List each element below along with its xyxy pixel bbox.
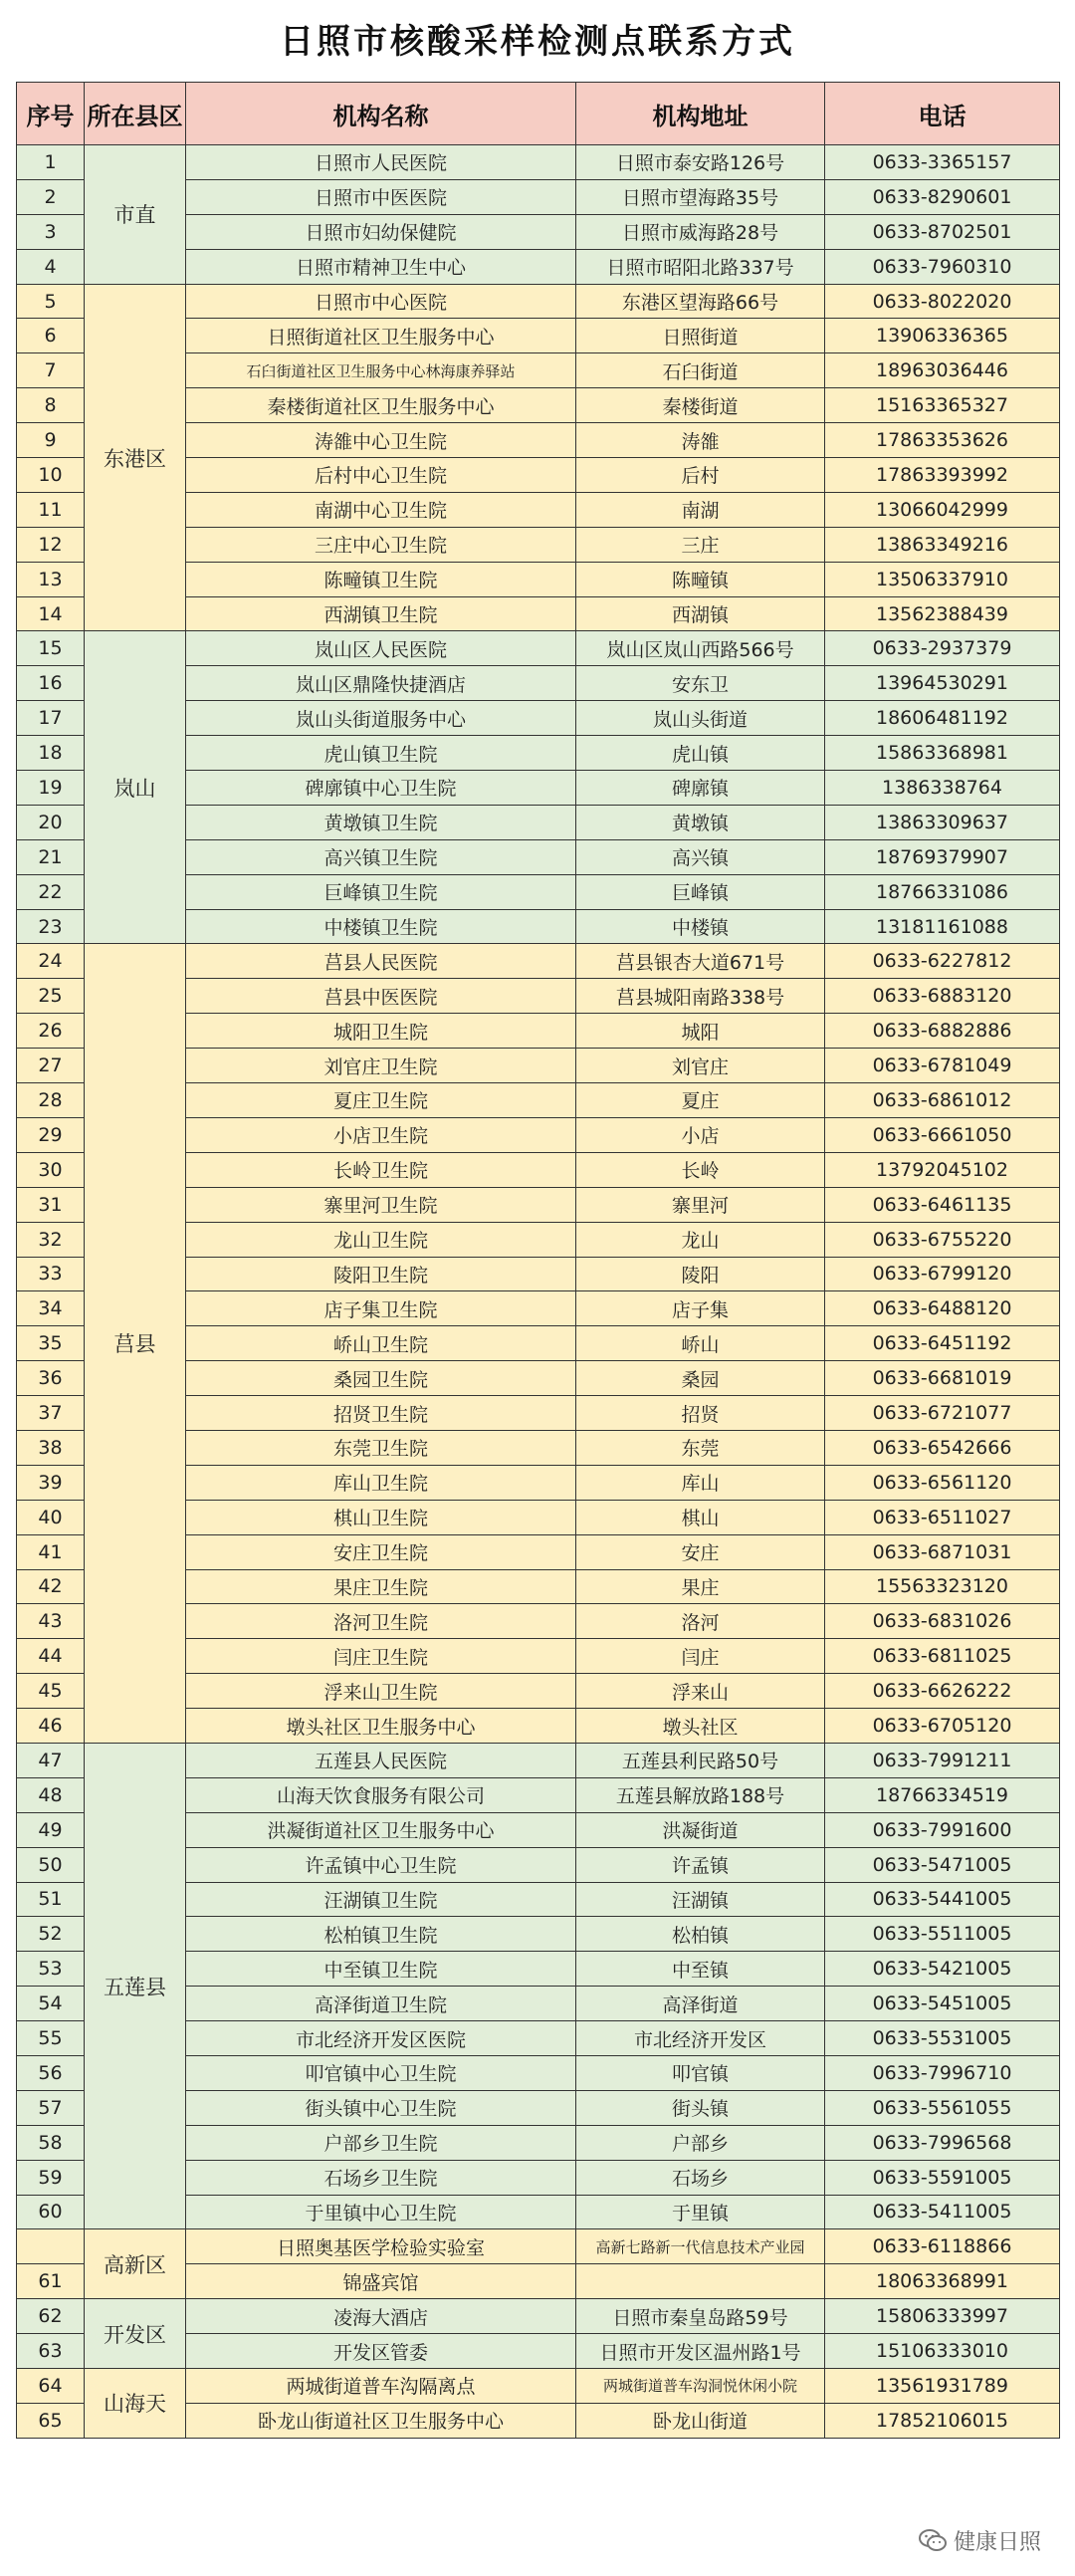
cell-org-name: 三庄中心卫生院 <box>186 527 576 562</box>
cell-phone: 18766334519 <box>825 1777 1060 1812</box>
cell-phone: 0633-8702501 <box>825 214 1060 249</box>
cell-address: 洛河 <box>576 1604 825 1639</box>
cell-phone: 13561931789 <box>825 2369 1060 2404</box>
cell-org-name: 南湖中心卫生院 <box>186 492 576 527</box>
cell-address: 街头镇 <box>576 2090 825 2125</box>
cell-address: 三庄 <box>576 527 825 562</box>
cell-phone: 0633-6461135 <box>825 1187 1060 1222</box>
cell-phone: 13906336365 <box>825 319 1060 353</box>
cell-index: 49 <box>17 1812 85 1847</box>
cell-index: 26 <box>17 1014 85 1049</box>
cell-org-name: 长岭卫生院 <box>186 1152 576 1187</box>
page-title: 日照市核酸采样检测点联系方式 <box>280 22 795 62</box>
cell-index: 2 <box>17 179 85 214</box>
cell-phone: 0633-8290601 <box>825 179 1060 214</box>
cell-org-name: 于里镇中心卫生院 <box>186 2195 576 2229</box>
cell-address: 虎山镇 <box>576 736 825 771</box>
cell-address: 岚山头街道 <box>576 701 825 736</box>
cell-index: 16 <box>17 666 85 701</box>
cell-index: 46 <box>17 1709 85 1744</box>
cell-org-name: 日照市精神卫生中心 <box>186 249 576 284</box>
cell-org-name: 许孟镇中心卫生院 <box>186 1847 576 1882</box>
cell-index: 33 <box>17 1257 85 1291</box>
cell-org-name: 洛河卫生院 <box>186 1604 576 1639</box>
cell-org-name: 碑廓镇中心卫生院 <box>186 771 576 806</box>
cell-index: 9 <box>17 423 85 458</box>
cell-phone: 0633-6705120 <box>825 1709 1060 1744</box>
cell-org-name: 汪湖镇卫生院 <box>186 1882 576 1917</box>
table-row <box>17 2229 1060 2264</box>
cell-phone: 0633-7960310 <box>825 249 1060 284</box>
cell-phone: 1386338764 <box>825 771 1060 806</box>
cell-index: 34 <box>17 1291 85 1326</box>
cell-org-name: 日照市妇幼保健院 <box>186 214 576 249</box>
cell-org-name: 涛雒中心卫生院 <box>186 423 576 458</box>
cell-index: 55 <box>17 2021 85 2056</box>
cell-index: 5 <box>17 284 85 319</box>
cell-phone: 0633-5511005 <box>825 1917 1060 1952</box>
cell-org-name: 桑园卫生院 <box>186 1361 576 1396</box>
cell-phone: 18606481192 <box>825 701 1060 736</box>
cell-index: 53 <box>17 1952 85 1987</box>
cell-address: 安东卫 <box>576 666 825 701</box>
cell-phone: 0633-6755220 <box>825 1222 1060 1257</box>
cell-org-name: 五莲县人民医院 <box>186 1743 576 1777</box>
cell-org-name: 卧龙山街道社区卫生服务中心 <box>186 2403 576 2438</box>
cell-org-name: 招贤卫生院 <box>186 1396 576 1431</box>
cell-phone: 13181161088 <box>825 909 1060 944</box>
header-address: 机构地址 <box>576 83 825 145</box>
cell-org-name: 陵阳卫生院 <box>186 1257 576 1291</box>
cell-address: 涛雒 <box>576 423 825 458</box>
cell-phone: 0633-6861012 <box>825 1083 1060 1118</box>
cell-phone: 0633-6831026 <box>825 1604 1060 1639</box>
cell-index: 61 <box>17 2264 85 2299</box>
cell-org-name: 户部乡卫生院 <box>186 2125 576 2160</box>
cell-address: 中至镇 <box>576 1952 825 1987</box>
cell-address: 松柏镇 <box>576 1917 825 1952</box>
cell-address: 高泽街道 <box>576 1987 825 2021</box>
cell-org-name: 两城街道普车沟隔离点 <box>186 2369 576 2404</box>
cell-address: 石臼街道 <box>576 353 825 388</box>
cell-address: 东港区望海路66号 <box>576 284 825 319</box>
cell-phone: 0633-6811025 <box>825 1639 1060 1674</box>
cell-address: 浮来山 <box>576 1674 825 1709</box>
table-body <box>17 145 1060 2439</box>
cell-address: 莒县银杏大道671号 <box>576 944 825 979</box>
cell-phone: 15863368981 <box>825 736 1060 771</box>
cell-org-name: 小店卫生院 <box>186 1117 576 1152</box>
cell-org-name: 秦楼街道社区卫生服务中心 <box>186 388 576 423</box>
cell-index: 7 <box>17 353 85 388</box>
watermark <box>918 2525 1041 2556</box>
cell-phone: 0633-5561055 <box>825 2090 1060 2125</box>
header-index: 序号 <box>17 83 85 145</box>
cell-address: 城阳 <box>576 1014 825 1049</box>
cell-org-name: 中至镇卫生院 <box>186 1952 576 1987</box>
cell-org-name: 日照奥基医学检验实验室 <box>186 2229 576 2264</box>
cell-phone: 0633-7991600 <box>825 1812 1060 1847</box>
cell-address: 小店 <box>576 1117 825 1152</box>
cell-address: 日照市昭阳北路337号 <box>576 249 825 284</box>
cell-index: 15 <box>17 631 85 666</box>
cell-phone: 15563323120 <box>825 1569 1060 1604</box>
cell-org-name: 高兴镇卫生院 <box>186 839 576 874</box>
cell-index: 63 <box>17 2334 85 2369</box>
cell-address: 卧龙山街道 <box>576 2403 825 2438</box>
cell-address: 寨里河 <box>576 1187 825 1222</box>
cell-index: 44 <box>17 1639 85 1674</box>
cell-org-name: 寨里河卫生院 <box>186 1187 576 1222</box>
cell-index: 1 <box>17 145 85 180</box>
cell-index: 38 <box>17 1430 85 1465</box>
cell-district: 五莲县 <box>85 1743 186 2228</box>
cell-org-name: 龙山卫生院 <box>186 1222 576 1257</box>
cell-address: 日照市泰安路126号 <box>576 145 825 180</box>
cell-phone: 0633-8022020 <box>825 284 1060 319</box>
cell-org-name: 石臼街道社区卫生服务中心林海康养驿站 <box>186 353 576 388</box>
cell-phone: 0633-6118866 <box>825 2229 1060 2264</box>
cell-index <box>17 2229 85 2264</box>
cell-phone: 17863353626 <box>825 423 1060 458</box>
cell-address: 五莲县利民路50号 <box>576 1743 825 1777</box>
cell-address: 于里镇 <box>576 2195 825 2229</box>
cell-phone: 0633-6882886 <box>825 1014 1060 1049</box>
cell-address: 夏庄 <box>576 1083 825 1118</box>
cell-index: 29 <box>17 1117 85 1152</box>
cell-address: 日照街道 <box>576 319 825 353</box>
cell-index: 8 <box>17 388 85 423</box>
cell-org-name: 洪凝街道社区卫生服务中心 <box>186 1812 576 1847</box>
cell-index: 58 <box>17 2125 85 2160</box>
cell-phone: 18963036446 <box>825 353 1060 388</box>
cell-index: 11 <box>17 492 85 527</box>
cell-index: 21 <box>17 839 85 874</box>
cell-index: 65 <box>17 2403 85 2438</box>
cell-org-name: 后村中心卫生院 <box>186 458 576 493</box>
cell-phone: 0633-6661050 <box>825 1117 1060 1152</box>
cell-index: 20 <box>17 805 85 839</box>
cell-phone: 13506337910 <box>825 562 1060 596</box>
table-row <box>17 944 1060 979</box>
cell-address: 许孟镇 <box>576 1847 825 1882</box>
cell-org-name: 黄墩镇卫生院 <box>186 805 576 839</box>
cell-org-name: 石场乡卫生院 <box>186 2160 576 2195</box>
cell-index: 54 <box>17 1987 85 2021</box>
cell-address: 果庄 <box>576 1569 825 1604</box>
cell-index: 50 <box>17 1847 85 1882</box>
cell-address: 后村 <box>576 458 825 493</box>
cell-phone: 0633-5411005 <box>825 2195 1060 2229</box>
cell-address: 五莲县解放路188号 <box>576 1777 825 1812</box>
cell-index: 23 <box>17 909 85 944</box>
wechat-icon <box>918 2528 948 2554</box>
header-district: 所在县区 <box>85 83 186 145</box>
cell-phone: 17852106015 <box>825 2403 1060 2438</box>
cell-org-name: 松柏镇卫生院 <box>186 1917 576 1952</box>
cell-district: 岚山 <box>85 631 186 944</box>
cell-phone: 0633-6561120 <box>825 1465 1060 1500</box>
cell-address: 南湖 <box>576 492 825 527</box>
cell-phone: 0633-2937379 <box>825 631 1060 666</box>
cell-phone: 15106333010 <box>825 2334 1060 2369</box>
cell-address: 日照市开发区温州路1号 <box>576 2334 825 2369</box>
cell-phone: 0633-7991211 <box>825 1743 1060 1777</box>
cell-index: 10 <box>17 458 85 493</box>
cell-org-name: 岚山头街道服务中心 <box>186 701 576 736</box>
cell-phone: 0633-6883120 <box>825 979 1060 1014</box>
cell-address: 东莞 <box>576 1430 825 1465</box>
cell-index: 37 <box>17 1396 85 1431</box>
cell-index: 47 <box>17 1743 85 1777</box>
cell-district: 高新区 <box>85 2229 186 2299</box>
table-row <box>17 1743 1060 1777</box>
cell-phone: 0633-3365157 <box>825 145 1060 180</box>
cell-index: 52 <box>17 1917 85 1952</box>
cell-org-name: 巨峰镇卫生院 <box>186 874 576 909</box>
cell-index: 43 <box>17 1604 85 1639</box>
cell-index: 51 <box>17 1882 85 1917</box>
cell-index: 42 <box>17 1569 85 1604</box>
cell-org-name: 莒县人民医院 <box>186 944 576 979</box>
cell-district: 莒县 <box>85 944 186 1743</box>
cell-address: 刘官庄 <box>576 1049 825 1083</box>
contact-table <box>16 82 1060 2439</box>
cell-phone: 0633-6721077 <box>825 1396 1060 1431</box>
cell-org-name: 中楼镇卫生院 <box>186 909 576 944</box>
cell-org-name: 棋山卫生院 <box>186 1500 576 1534</box>
cell-index: 13 <box>17 562 85 596</box>
cell-address: 墩头社区 <box>576 1709 825 1744</box>
cell-district: 开发区 <box>85 2299 186 2369</box>
cell-index: 22 <box>17 874 85 909</box>
cell-index: 48 <box>17 1777 85 1812</box>
cell-org-name: 市北经济开发区医院 <box>186 2021 576 2056</box>
cell-phone: 13863309637 <box>825 805 1060 839</box>
cell-org-name: 高泽街道卫生院 <box>186 1987 576 2021</box>
cell-index: 57 <box>17 2090 85 2125</box>
cell-phone: 18063368991 <box>825 2264 1060 2299</box>
cell-org-name: 墩头社区卫生服务中心 <box>186 1709 576 1744</box>
cell-address: 碑廓镇 <box>576 771 825 806</box>
cell-phone: 0633-5531005 <box>825 2021 1060 2056</box>
cell-address: 黄墩镇 <box>576 805 825 839</box>
cell-phone: 0633-6781049 <box>825 1049 1060 1083</box>
cell-org-name: 山海天饮食服务有限公司 <box>186 1777 576 1812</box>
cell-org-name: 库山卫生院 <box>186 1465 576 1500</box>
cell-org-name: 岚山区鼎隆快捷酒店 <box>186 666 576 701</box>
cell-org-name: 开发区管委 <box>186 2334 576 2369</box>
table-row <box>17 2369 1060 2404</box>
table-row <box>17 2299 1060 2334</box>
cell-org-name: 日照街道社区卫生服务中心 <box>186 319 576 353</box>
cell-address: 洪凝街道 <box>576 1812 825 1847</box>
cell-phone: 15806333997 <box>825 2299 1060 2334</box>
cell-address: 陵阳 <box>576 1257 825 1291</box>
cell-org-name: 虎山镇卫生院 <box>186 736 576 771</box>
cell-district: 东港区 <box>85 284 186 631</box>
cell-phone: 0633-6542666 <box>825 1430 1060 1465</box>
cell-address: 岚山区岚山西路566号 <box>576 631 825 666</box>
cell-org-name: 刘官庄卫生院 <box>186 1049 576 1083</box>
cell-address: 安庄 <box>576 1534 825 1569</box>
cell-address: 户部乡 <box>576 2125 825 2160</box>
cell-index: 35 <box>17 1326 85 1361</box>
cell-index: 32 <box>17 1222 85 1257</box>
cell-phone: 13066042999 <box>825 492 1060 527</box>
cell-address: 中楼镇 <box>576 909 825 944</box>
cell-phone: 0633-7996710 <box>825 2055 1060 2090</box>
cell-phone: 0633-6871031 <box>825 1534 1060 1569</box>
cell-phone: 0633-5421005 <box>825 1952 1060 1987</box>
table-row <box>17 145 1060 180</box>
cell-phone: 18766331086 <box>825 874 1060 909</box>
cell-org-name: 叩官镇中心卫生院 <box>186 2055 576 2090</box>
cell-phone: 0633-5591005 <box>825 2160 1060 2195</box>
cell-index: 19 <box>17 771 85 806</box>
cell-index: 40 <box>17 1500 85 1534</box>
cell-phone: 0633-5451005 <box>825 1987 1060 2021</box>
cell-phone: 0633-7996568 <box>825 2125 1060 2160</box>
cell-org-name: 城阳卫生院 <box>186 1014 576 1049</box>
header-phone: 电话 <box>825 83 1060 145</box>
cell-index: 45 <box>17 1674 85 1709</box>
cell-district: 市直 <box>85 145 186 285</box>
cell-index: 31 <box>17 1187 85 1222</box>
cell-phone: 15163365327 <box>825 388 1060 423</box>
table-row <box>17 284 1060 319</box>
cell-address: 叩官镇 <box>576 2055 825 2090</box>
cell-index: 6 <box>17 319 85 353</box>
cell-org-name: 岚山区人民医院 <box>186 631 576 666</box>
cell-address: 店子集 <box>576 1291 825 1326</box>
cell-phone: 17863393992 <box>825 458 1060 493</box>
cell-index: 62 <box>17 2299 85 2334</box>
cell-index: 27 <box>17 1049 85 1083</box>
cell-phone: 0633-6681019 <box>825 1361 1060 1396</box>
cell-phone: 13792045102 <box>825 1152 1060 1187</box>
cell-address: 日照市威海路28号 <box>576 214 825 249</box>
cell-index: 4 <box>17 249 85 284</box>
cell-phone: 0633-6227812 <box>825 944 1060 979</box>
header-org-name: 机构名称 <box>186 83 576 145</box>
cell-index: 56 <box>17 2055 85 2090</box>
cell-org-name: 店子集卫生院 <box>186 1291 576 1326</box>
cell-phone: 13964530291 <box>825 666 1060 701</box>
cell-index: 17 <box>17 701 85 736</box>
table-row <box>17 631 1060 666</box>
cell-org-name: 日照市人民医院 <box>186 145 576 180</box>
cell-address: 桑园 <box>576 1361 825 1396</box>
cell-phone: 0633-6799120 <box>825 1257 1060 1291</box>
cell-address: 西湖镇 <box>576 596 825 631</box>
cell-address: 库山 <box>576 1465 825 1500</box>
cell-org-name: 凌海大酒店 <box>186 2299 576 2334</box>
cell-phone: 0633-6451192 <box>825 1326 1060 1361</box>
cell-org-name: 夏庄卫生院 <box>186 1083 576 1118</box>
cell-address: 招贤 <box>576 1396 825 1431</box>
table-header-row <box>17 83 1060 145</box>
cell-index: 41 <box>17 1534 85 1569</box>
cell-address: 两城街道普车沟洞悦休闲小院 <box>576 2369 825 2404</box>
cell-org-name: 峤山卫生院 <box>186 1326 576 1361</box>
cell-address: 龙山 <box>576 1222 825 1257</box>
cell-address: 日照市秦皇岛路59号 <box>576 2299 825 2334</box>
cell-index: 39 <box>17 1465 85 1500</box>
cell-phone: 13863349216 <box>825 527 1060 562</box>
cell-index: 18 <box>17 736 85 771</box>
cell-org-name: 陈疃镇卫生院 <box>186 562 576 596</box>
cell-index: 25 <box>17 979 85 1014</box>
cell-phone: 0633-5441005 <box>825 1882 1060 1917</box>
cell-org-name: 闫庄卫生院 <box>186 1639 576 1674</box>
cell-address: 高新七路新一代信息技术产业园 <box>576 2229 825 2264</box>
cell-phone: 18769379907 <box>825 839 1060 874</box>
cell-index: 36 <box>17 1361 85 1396</box>
cell-index: 64 <box>17 2369 85 2404</box>
cell-address: 陈疃镇 <box>576 562 825 596</box>
cell-org-name: 果庄卫生院 <box>186 1569 576 1604</box>
cell-index: 30 <box>17 1152 85 1187</box>
cell-index: 24 <box>17 944 85 979</box>
cell-index: 28 <box>17 1083 85 1118</box>
cell-index: 12 <box>17 527 85 562</box>
cell-address: 巨峰镇 <box>576 874 825 909</box>
cell-index: 60 <box>17 2195 85 2229</box>
cell-org-name: 东莞卫生院 <box>186 1430 576 1465</box>
cell-org-name: 安庄卫生院 <box>186 1534 576 1569</box>
cell-district: 山海天 <box>85 2369 186 2439</box>
cell-address: 长岭 <box>576 1152 825 1187</box>
watermark-text: 健康日照 <box>953 2530 1041 2555</box>
cell-phone: 0633-6626222 <box>825 1674 1060 1709</box>
cell-address: 日照市望海路35号 <box>576 179 825 214</box>
cell-address: 闫庄 <box>576 1639 825 1674</box>
cell-org-name: 锦盛宾馆 <box>186 2264 576 2299</box>
cell-phone: 0633-6511027 <box>825 1500 1060 1534</box>
cell-index: 59 <box>17 2160 85 2195</box>
cell-org-name: 街头镇中心卫生院 <box>186 2090 576 2125</box>
cell-address: 石场乡 <box>576 2160 825 2195</box>
cell-index: 14 <box>17 596 85 631</box>
cell-address: 秦楼街道 <box>576 388 825 423</box>
cell-phone: 0633-5471005 <box>825 1847 1060 1882</box>
cell-phone: 0633-6488120 <box>825 1291 1060 1326</box>
cell-index: 3 <box>17 214 85 249</box>
cell-org-name: 浮来山卫生院 <box>186 1674 576 1709</box>
cell-address: 汪湖镇 <box>576 1882 825 1917</box>
cell-org-name: 西湖镇卫生院 <box>186 596 576 631</box>
cell-address: 棋山 <box>576 1500 825 1534</box>
cell-org-name: 日照市中医医院 <box>186 179 576 214</box>
cell-org-name: 日照市中心医院 <box>186 284 576 319</box>
cell-phone: 13562388439 <box>825 596 1060 631</box>
cell-address: 市北经济开发区 <box>576 2021 825 2056</box>
cell-address: 峤山 <box>576 1326 825 1361</box>
cell-address: 高兴镇 <box>576 839 825 874</box>
cell-org-name: 莒县中医医院 <box>186 979 576 1014</box>
cell-address <box>576 2264 825 2299</box>
cell-address: 莒县城阳南路338号 <box>576 979 825 1014</box>
